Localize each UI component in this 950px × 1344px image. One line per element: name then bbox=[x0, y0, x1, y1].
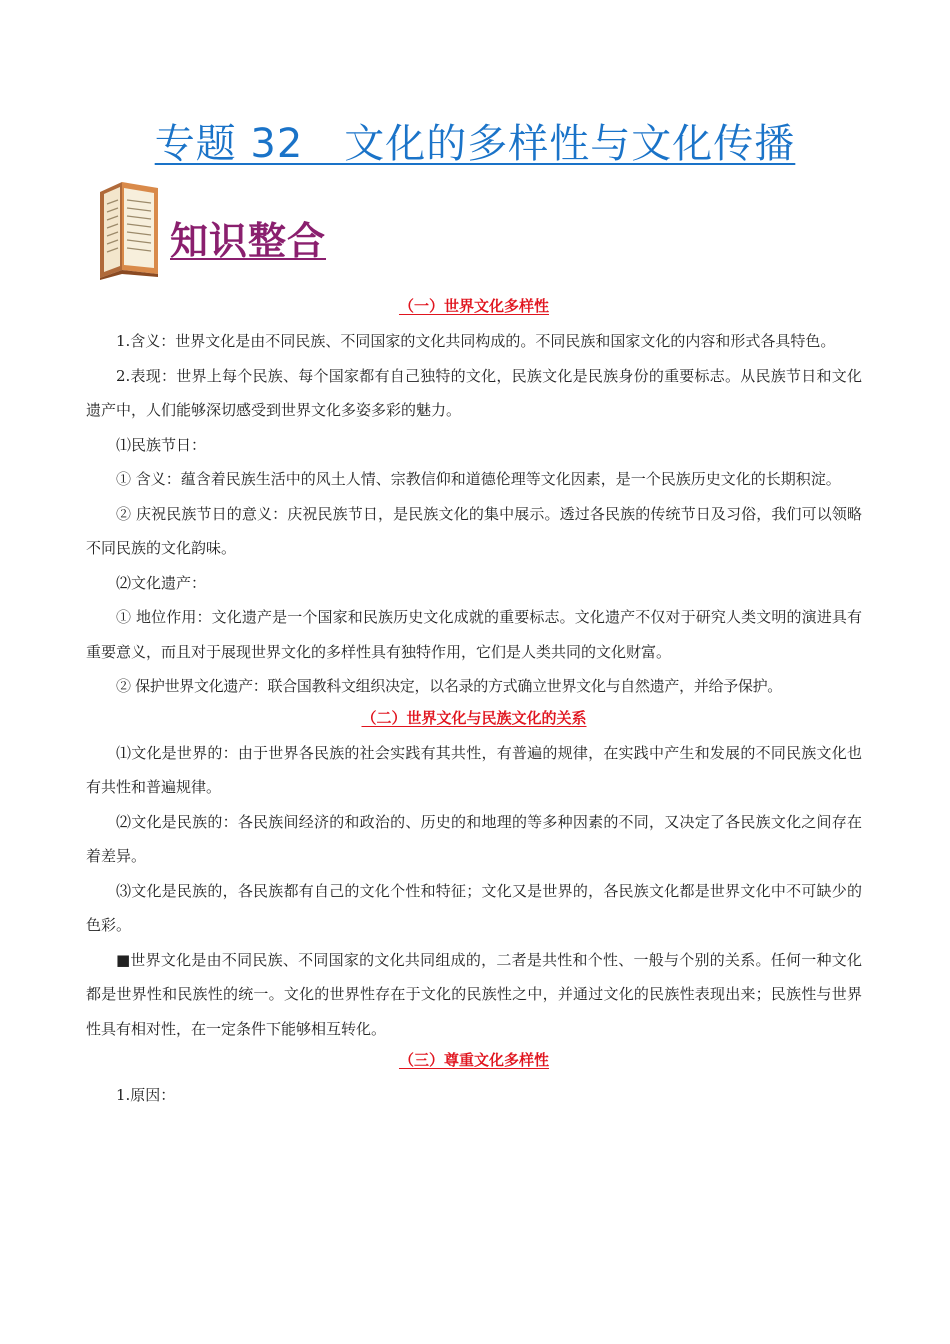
section-heading: （二）世界文化与民族文化的关系 bbox=[361, 708, 587, 727]
paragraph: ⑵文化是民族的：各民族间经济的和政治的、历史的和地理的等多种因素的不同，又决定了各民族文化之间存在着差异。 bbox=[86, 812, 862, 865]
section-heading: （三）尊重文化多样性 bbox=[398, 1051, 549, 1069]
knowledge-banner bbox=[92, 180, 332, 280]
page-title bbox=[0, 112, 950, 169]
page-title-text: 专题 32 文化的多样性与文化传播 bbox=[154, 121, 796, 167]
book-icon bbox=[92, 180, 164, 280]
paragraph: 1.含义：世界文化是由不同民族、不同国家的文化共同构成的。不同民族和国家文化的内容和形式各具特色。 bbox=[116, 332, 836, 350]
paragraph: 1.原因： bbox=[116, 1086, 176, 1104]
banner-text: 知识整合 bbox=[170, 219, 327, 263]
paragraph: ② 保护世界文化遗产：联合国教科文组织决定，以名录的方式确立世界文化与自然遗产，并给予保护。 bbox=[116, 677, 782, 695]
paragraph: ② 庆祝民族节日的意义：庆祝民族节日，是民族文化的集中展示。透过各民族的传统节日及习俗，我们可以领略不同民族的文化韵味。 bbox=[86, 504, 862, 557]
content-body bbox=[86, 292, 862, 1113]
paragraph: ⑴民族节日： bbox=[116, 435, 207, 454]
paragraph: ⑶文化是民族的，各民族都有自己的文化个性和特征；文化又是世界的，各民族文化都是世界文化中不可缺少的色彩。 bbox=[86, 881, 862, 934]
paragraph: ① 含义：蕴含着民族生活中的风土人情、宗教信仰和道德伦理等文化因素，是一个民族历史文化的长期积淀。 bbox=[116, 470, 841, 488]
paragraph: ⑴文化是世界的：由于世界各民族的社会实践有其共性，有普遍的规律，在实践中产生和发展的不同民族文化也有共性和普遍规律。 bbox=[86, 743, 862, 796]
paragraph: 2.表现：世界上每个民族、每个国家都有自己独特的文化，民族文化是民族身份的重要标志。从民族节日和文化遗产中，人们能够深切感受到世界文化多姿多彩的魅力。 bbox=[86, 366, 862, 419]
paragraph: ⑵文化遗产： bbox=[116, 573, 207, 592]
section-heading: （一）世界文化多样性 bbox=[398, 297, 549, 315]
paragraph: ■世界文化是由不同民族、不同国家的文化共同组成的，二者是共性和个性、一般与个别的关系。任何一种文化都是世界性和民族性的统一。文化的世界性存在于文化的民族性之中，并通过文化的民族性表现出来；民族性与世界性具有相对性，在一定条件下能够相互转化。 bbox=[86, 950, 862, 1038]
paragraph: ① 地位作用：文化遗产是一个国家和民族历史文化成就的重要标志。文化遗产不仅对于研究人类文明的演进具有重要意义，而且对于展现世界文化的多样性具有独特作用，它们是人类共同的文化财富。 bbox=[86, 608, 862, 661]
